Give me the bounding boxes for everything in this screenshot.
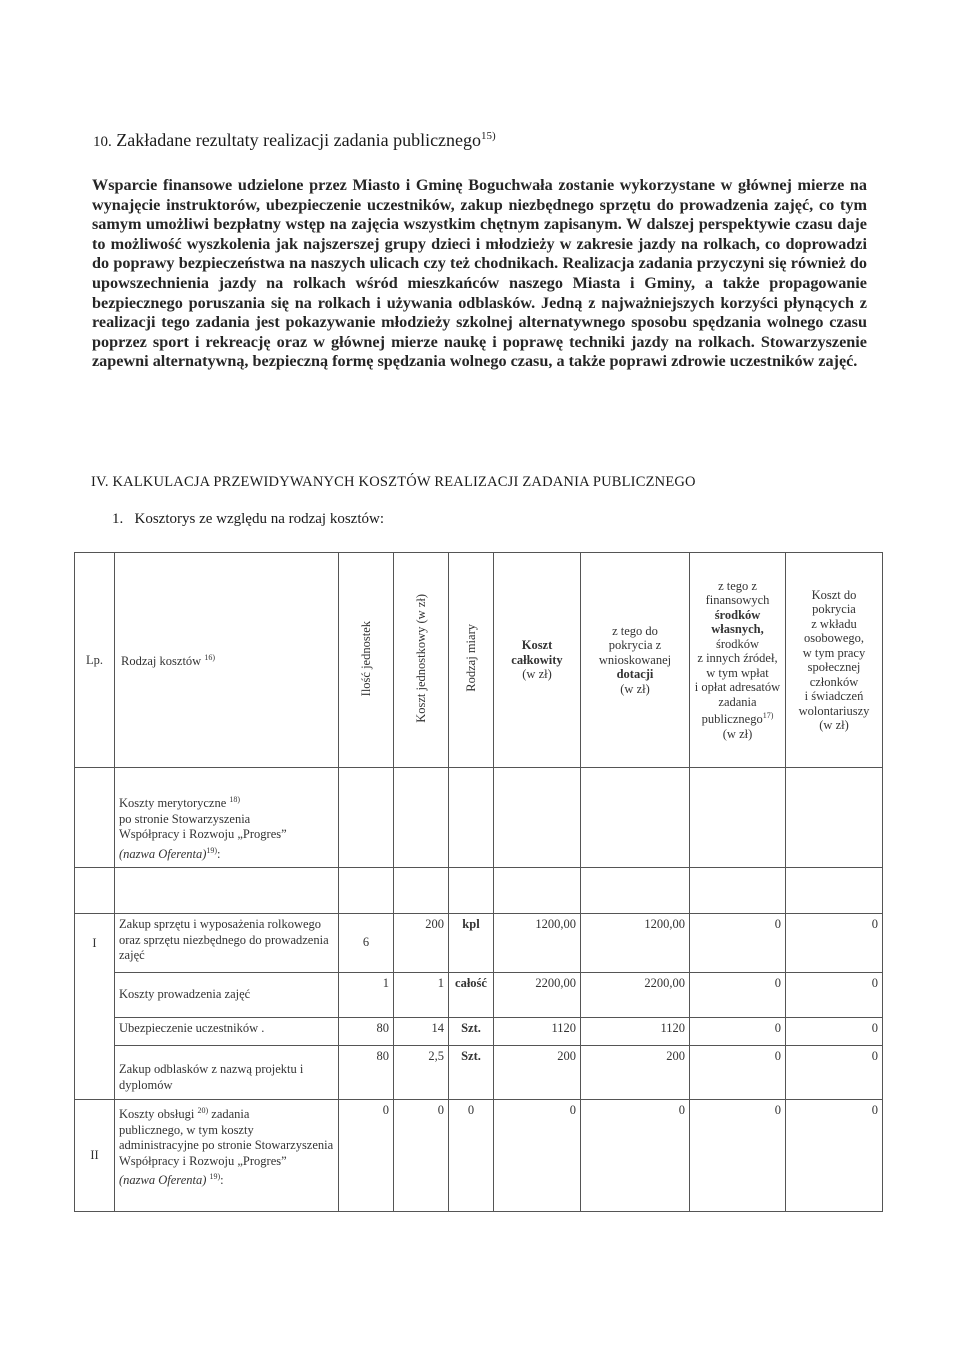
row-name: Zakup sprzętu i wyposażenia rolkowego oraz sprzętu niezbędnego do prowadzenia zajęć [115, 914, 339, 973]
merytoryczne-label: Koszty merytoryczne $^{18)}$ po stronie Stowarzyszenia Współpracy i Rozwoju „Progres” (nazwa Oferenta)$^{19)}$: [115, 768, 339, 868]
header-calkowity: Koszt całkowity (w zł) [494, 553, 581, 768]
header-koszt-jednostkowy: Koszt jednostkowy (w zł) [394, 553, 449, 768]
header-ilosc: Ilość jednostek [339, 553, 394, 768]
spacer-row [75, 868, 883, 914]
subsection-title [112, 511, 384, 528]
section-title [93, 130, 496, 151]
header-lp: Lp. [75, 553, 115, 768]
header-row [75, 553, 883, 768]
section-title-text: Zakładane rezultaty realizacji zadania publicznego [116, 130, 482, 150]
header-miara: Rodzaj miary [449, 553, 494, 768]
header-wklad-osobowy: Koszt do pokrycia z wkładu osobowego, w tym pracy społecznej członków i świadczeń wolontariuszy (w zł) [786, 553, 883, 768]
subsection-number: 1. [112, 511, 124, 527]
obsluga-row: II Koszty obsługi $^{20)}$ zadania publicznego, w tym koszty administracyjne po stronie Stowarzyszenia Współpracy i Rozwoju „Progres” (nazwa Oferenta) $^{19)}$: 0 0 0 0 0 0 0 [75, 1100, 883, 1212]
header-rodzaj: Rodzaj kosztów $^{16)}$ [115, 553, 339, 768]
table-row: Ubezpieczenie uczestników . 80 14 Szt. 1120 1120 0 0 [75, 1018, 883, 1046]
subsection-text: Kosztorys ze względu na rodzaj kosztów: [134, 511, 385, 527]
header-srodki-finansowe: z tego z finansowych środków własnych, środków z innych źródeł, w tym wpłat i opłat adresatów zadania publicznego$^{17)}$ (w zł) [690, 553, 786, 768]
cost-table [74, 552, 883, 1212]
table-row: I Zakup sprzętu i wyposażenia rolkowego oraz sprzętu niezbędnego do prowadzenia zajęć 6 200 kpl 1200,00 1200,00 0 0 [75, 914, 883, 973]
row-name: Zakup odblasków z nazwą projektu i dyplomów [115, 1046, 339, 1100]
merytoryczne-row [75, 768, 883, 868]
group-number: II [75, 1100, 115, 1212]
header-dotacja: z tego do pokrycia z wnioskowanej dotacji (w zł) [581, 553, 690, 768]
table-row: Zakup odblasków z nazwą projektu i dyplomów 80 2,5 Szt. 200 200 0 0 [75, 1046, 883, 1100]
table-row: Koszty prowadzenia zajęć 1 1 całość 2200,00 2200,00 0 0 [75, 973, 883, 1018]
row-name: Ubezpieczenie uczestników . [115, 1018, 339, 1046]
section-number: 10. [93, 134, 112, 150]
results-paragraph: Wsparcie finansowe udzielone przez Miasto i Gminę Boguchwała zostanie wykorzystane w głównej mierze na wynajęcie instruktorów, ubezpieczenie uczestników, zakup niezbędnego sprzętu do prowadzenia zajęć, co tym samym umożliwi bezpłatny wstęp na zajęcia wszystkim chętnym zapisanym. W dalszej perspektywie czasu daje to możliwość wyszkolenia jak najszerszej grupy dzieci i młodzieży w zakresie jazdy na rolkach, co doprowadzi do poprawy bezpieczeństwa na naszych ulicach czy też chodnikach. Realizacja zadania przyczyni się również do upowszechnienia jazdy na rolkach wśród mieszkańców naszego Miasta i Gminy, a także propagowanie bezpiecznego poruszania się na rolkach i używania odblasków. Jedną z najważniejszych korzyści płynących z realizacji tego zadania jest pokazywanie młodzieży szkolnej alternatywnego sposobu spędzania wolnego czasu poprzez sport i rekreację oraz w głównej mierze naukę i poprawę techniki jazdy na rolkach. Stowarzyszenie zapewni alternatywną, bezpieczną formę spędzania wolnego czasu, a także poprawi zdrowie uczestników zajęć. [92, 176, 867, 371]
group-number: I [75, 914, 115, 1100]
part-title: IV. KALKULACJA PRZEWIDYWANYCH KOSZTÓW REALIZACJI ZADANIA PUBLICZNEGO [91, 474, 696, 490]
obsluga-label: Koszty obsługi $^{20)}$ zadania publicznego, w tym koszty administracyjne po stronie Stowarzyszenia Współpracy i Rozwoju „Progres” (nazwa Oferenta) $^{19)}$: [115, 1100, 339, 1212]
section-footnote: 15) [481, 130, 496, 142]
row-name: Koszty prowadzenia zajęć [115, 973, 339, 1018]
